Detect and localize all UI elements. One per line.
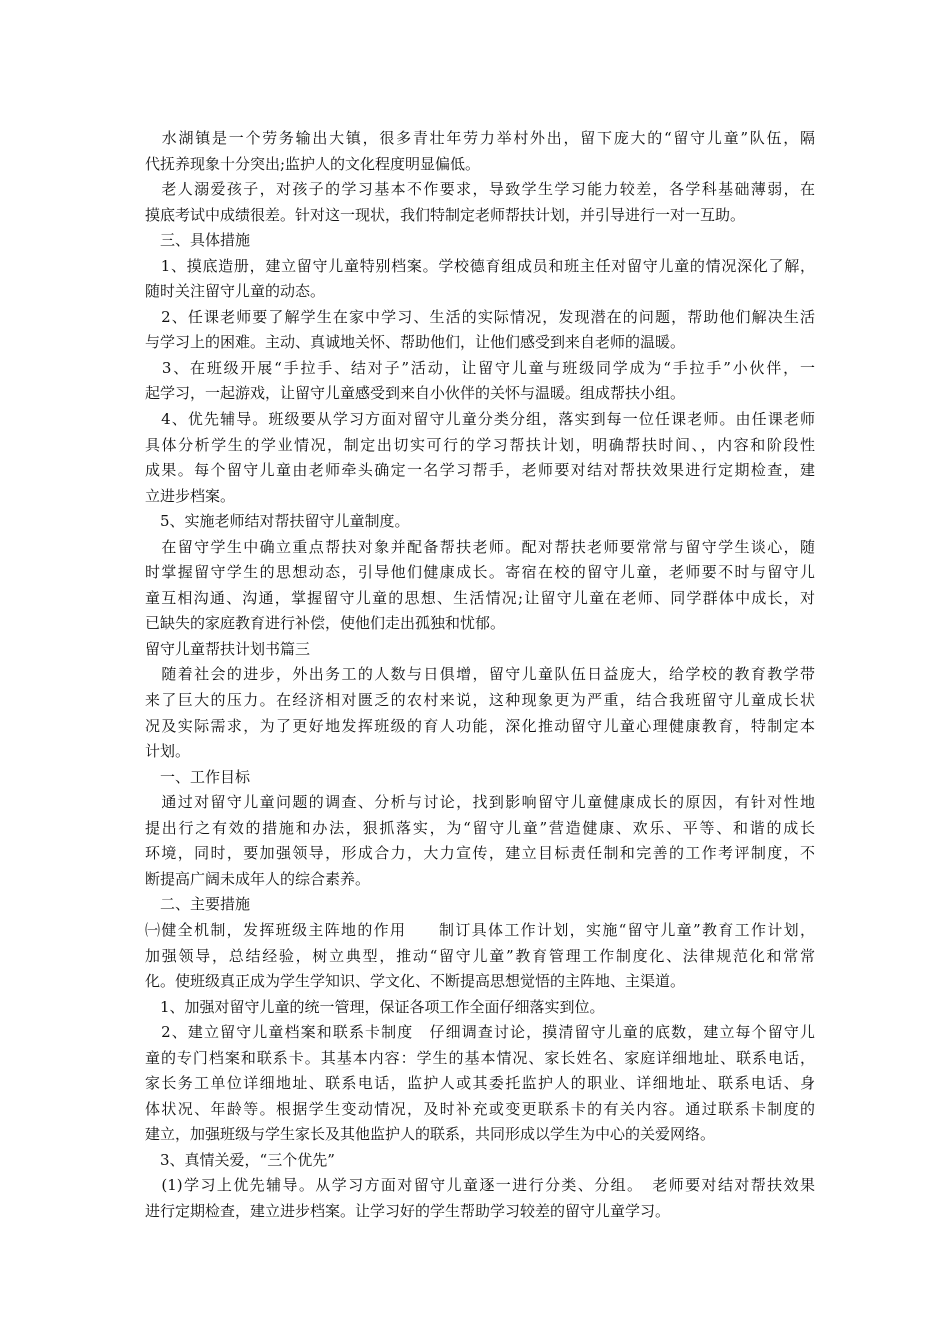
text-line: 三、具体措施 [145,231,251,250]
text-line: 一、工作目标 [145,767,251,786]
text-line: 童互相沟通、沟通，掌握留守儿童的思想、生活情况;让留守儿童在老师、同学群体中成长，对 [145,588,815,607]
text-line: 建立，加强班级与学生家长及其他监护人的联系，共同形成以学生为中心的关爱网络。 [145,1125,716,1144]
text-line: 体状况、年龄等。根据学生变动情况，及时补充或变更联系卡的有关内容。通过联系卡制度的 [145,1099,815,1118]
text-line: 1、加强对留守儿童的统一管理，保证各项工作全面仔细落实到位。 [145,997,605,1016]
text-line: 随着社会的进步，外出务工的人数与日俱增，留守儿童队伍日益庞大，给学校的教育教学带 [145,665,815,684]
text-line: 计划。 [145,742,191,761]
text-line: 5、实施老师结对帮扶留守儿童制度。 [145,512,410,531]
text-line: 成果。每个留守儿童由老师牵头确定一名学习帮手，老师要对结对帮扶效果进行定期检查，建 [145,461,815,480]
text-line: 具体分析学生的学业情况，制定出切实可行的学习帮扶计划，明确帮扶时间、，内容和阶段性 [145,435,815,454]
text-line: 家长务工单位详细地址、联系电话，监护人或其委托监护人的职业、详细地址、联系电话、身 [145,1074,815,1093]
text-line: 环境，同时，要加强领导，形成合力，大力宣传，建立目标责任制和完善的工作考评制度，不 [145,844,815,863]
text-line: 与学习上的困难。主动、真诚地关怀、帮助他们，让他们感受到来自老师的温暖。 [145,333,686,352]
text-line: 1、摸底造册，建立留守儿童特别档案。学校德育组成员和班主任对留守儿童的情况深化了解， [145,256,815,275]
text-line: 在留守学生中确立重点帮扶对象并配备帮扶老师。配对帮扶老师要常常与留守学生谈心，随 [145,537,815,556]
text-line: 时掌握留守学生的思想动态，引导他们健康成长。寄宿在校的留守儿童，老师要不时与留守儿 [145,563,815,582]
text-line: 加强领导，总结经验，树立典型，推动“留守儿童”教育管理工作制度化、法律规范化和常常 [145,946,815,965]
text-line: 二、主要措施 [145,895,251,914]
text-line: 4、优先辅导。班级要从学习方面对留守儿童分类分组，落实到每一位任课老师。由任课老师 [145,410,815,429]
text-line: 水湖镇是一个劳务输出大镇，很多青壮年劳力举村外出，留下庞大的“留守儿童”队伍，隔 [145,129,815,147]
text-line: 已缺失的家庭教育进行补偿，使他们走出孤独和忧郁。 [145,614,506,633]
text-line: 提出行之有效的措施和办法，狠抓落实，为“留守儿童”营造健康、欢乐、平等、和谐的成长 [145,818,815,837]
text-line: 3、真情关爱，“三个优先” [145,1150,335,1169]
text-line: 3、在班级开展“手拉手、结对子”活动，让留守儿童与班级同学成为“手拉手”小伙伴，一 [145,358,815,377]
text-line: 代抚养现象十分突出;监护人的文化程度明显偏低。 [145,154,481,173]
text-line: 摸底考试中成绩很差。针对这一现状，我们特制定老师帮扶计划，并引导进行一对一互助。 [145,205,746,224]
text-line: 2、建立留守儿童档案和联系卡制度 仔细调查讨论，摸清留守儿童的底数，建立每个留守儿 [145,1023,815,1042]
text-line: 断提高广阔未成年人的综合素养。 [145,869,371,888]
text-line: 立进步档案。 [145,486,236,505]
text-line: 况及实际需求，为了更好地发挥班级的育人功能，深化推动留守儿童心理健康教育，特制定本 [145,716,815,735]
document-page [145,126,815,1225]
text-line: 留守儿童帮扶计划书篇三 [145,639,311,658]
text-line: 通过对留守儿童问题的调查、分析与讨论，找到影响留守儿童健康成长的原因，有针对性地 [145,793,815,812]
text-line: 老人溺爱孩子，对孩子的学习基本不作要求，导致学生学习能力较差，各学科基础薄弱，在 [145,180,815,199]
text-line: 起学习，一起游戏，让留守儿童感受到来自小伙伴的关怀与温暖。组成帮扶小组。 [145,384,686,403]
text-line: 来了巨大的压力。在经济相对匮乏的农村来说，这种现象更为严重，结合我班留守儿童成长状 [145,691,815,710]
text-line: 随时关注留守儿童的动态。 [145,282,326,301]
text-line: (1)学习上优先辅导。从学习方面对留守儿童逐一进行分类、分组。 老师要对结对帮扶效果 [145,1176,815,1195]
text-line: 进行定期检查，建立进步档案。让学习好的学生帮助学习较差的留守儿童学习。 [145,1201,671,1220]
text-line: 化。使班级真正成为学生学知识、学文化、不断提高思想觉悟的主阵地、主渠道。 [145,972,686,991]
text-line: 2、任课老师要了解学生在家中学习、生活的实际情况，发现潜在的问题，帮助他们解决生活 [145,307,815,326]
text-line: ㈠健全机制，发挥班级主阵地的作用 制订具体工作计划，实施“留守儿童”教育工作计划， [145,920,815,939]
text-line: 童的专门档案和联系卡。其基本内容：学生的基本情况、家长姓名、家庭详细地址、联系电话， [145,1048,815,1067]
